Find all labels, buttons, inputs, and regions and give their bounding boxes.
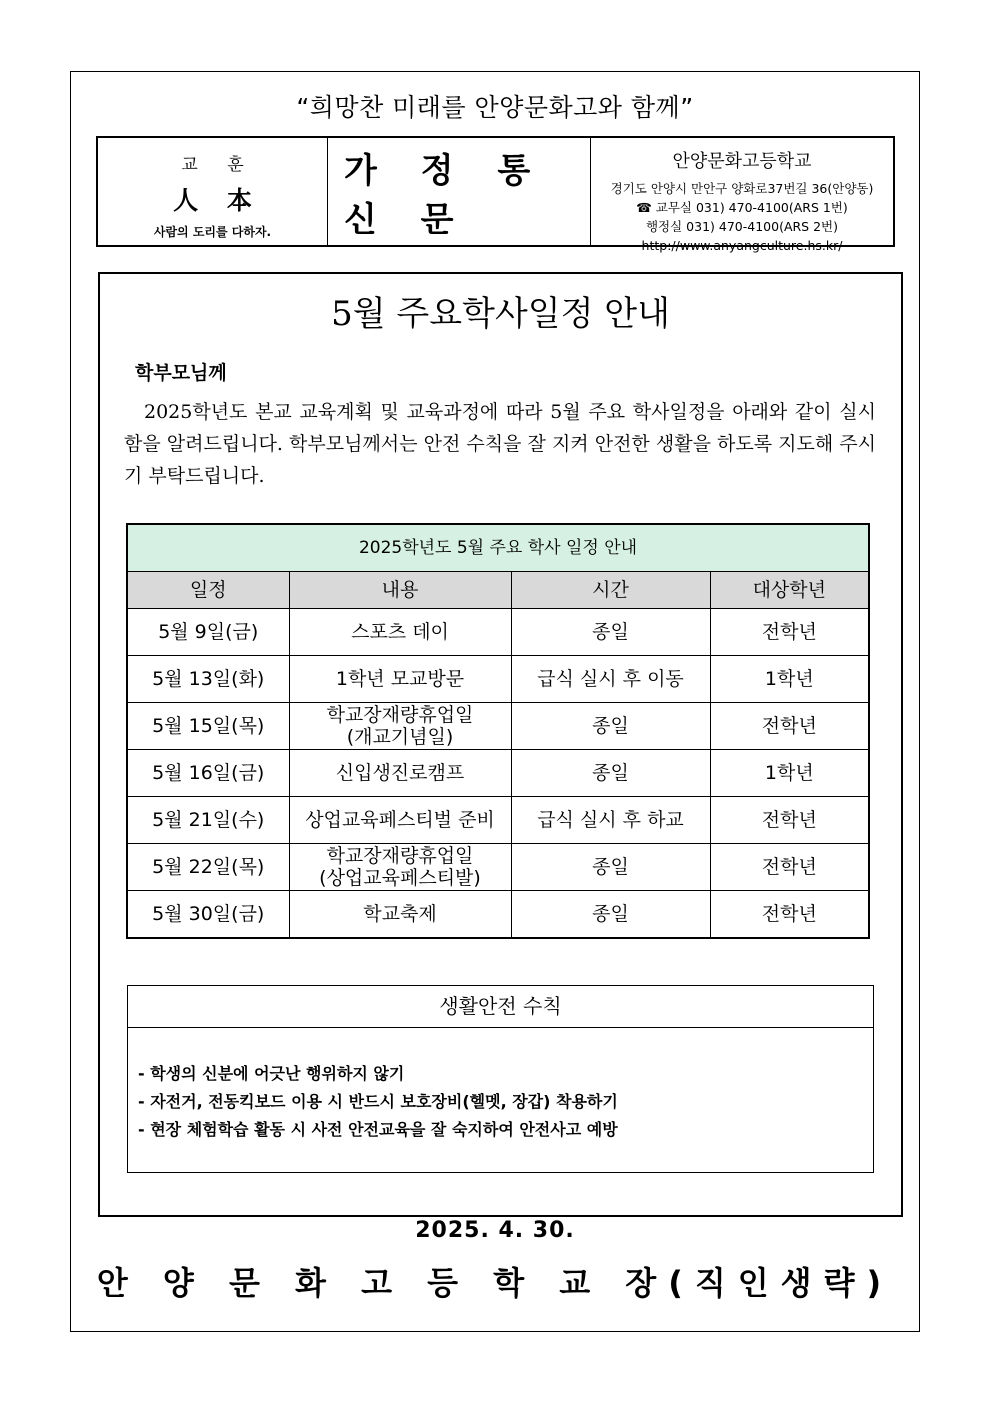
school-phone-admin: 행정실 031) 470-4100(ARS 2번) xyxy=(645,219,838,234)
cell-content: 스포츠 데이 xyxy=(289,609,511,656)
school-website-link[interactable]: http://www.anyangculture.hs.kr/ xyxy=(641,238,843,253)
cell-date: 5월 13일(화) xyxy=(127,656,289,703)
list-item: - 현장 체험학습 활동 시 사전 안전교육을 잘 숙지하여 안전사고 예방 xyxy=(138,1120,618,1139)
table-row xyxy=(127,797,869,844)
letterhead xyxy=(96,136,895,253)
cell-grade: 전학년 xyxy=(710,703,869,750)
cell-grade: 전학년 xyxy=(710,844,869,891)
table-row xyxy=(127,750,869,797)
list-item: - 학생의 신분에 어긋난 행위하지 않기 xyxy=(138,1064,405,1083)
cell-content: 상업교육페스티벌 준비 xyxy=(289,797,511,844)
cell-grade: 전학년 xyxy=(710,797,869,844)
cell-date: 5월 22일(목) xyxy=(127,844,289,891)
school-phone-academic: ☎ 교무실 031) 470-4100(ARS 1번) xyxy=(636,200,848,215)
cell-date: 5월 21일(수) xyxy=(127,797,289,844)
motto-subtitle: 사람의 도리를 다하자. xyxy=(153,225,272,239)
cell-content: 신입생진로캠프 xyxy=(289,750,511,797)
greeting: 학부모님께 xyxy=(135,362,227,384)
cell-time: 급식 실시 후 이동 xyxy=(511,656,710,703)
safety-rules-list xyxy=(138,1060,618,1144)
table-row xyxy=(127,891,869,939)
cell-date: 5월 30일(금) xyxy=(127,891,289,939)
principal-signature: 안 양 문 화 고 등 학 교 장(직인생략) xyxy=(96,1264,894,1302)
cell-time: 종일 xyxy=(511,703,710,750)
cell-grade: 전학년 xyxy=(710,891,869,939)
safety-rules-box xyxy=(127,985,874,1173)
issue-date: 2025. 4. 30. xyxy=(415,1218,575,1243)
school-name: 안양문화고등학교 xyxy=(672,151,812,172)
cell-time: 종일 xyxy=(511,609,710,656)
table-row xyxy=(127,609,869,656)
cell-date: 5월 15일(목) xyxy=(127,703,289,750)
cell-date: 5월 9일(금) xyxy=(127,609,289,656)
cell-grade: 1학년 xyxy=(710,750,869,797)
cell-time: 급식 실시 후 하교 xyxy=(511,797,710,844)
school-address: 경기도 안양시 만안구 양화로37번길 36(안양동) xyxy=(610,181,874,196)
newsletter-title: 가 정 통 신 문 xyxy=(344,150,547,240)
motto-label: 교 훈 xyxy=(181,155,256,175)
cell-time: 종일 xyxy=(511,844,710,891)
slogan: “희망찬 미래를 안양문화고와 함께” xyxy=(296,93,694,122)
cell-grade: 전학년 xyxy=(710,609,869,656)
cell-time: 종일 xyxy=(511,891,710,939)
schedule-caption: 2025학년도 5월 주요 학사 일정 안내 xyxy=(127,524,869,572)
table-row xyxy=(127,703,869,750)
page-title: 5월 주요학사일정 안내 xyxy=(331,294,670,334)
header-time: 시간 xyxy=(511,572,710,609)
newsletter-title-cell xyxy=(328,138,591,245)
header-content: 내용 xyxy=(289,572,511,609)
motto-text: 人 本 xyxy=(173,186,262,215)
cell-date: 5월 16일(금) xyxy=(127,750,289,797)
safety-rules-title: 생활안전 수칙 xyxy=(128,986,873,1028)
schedule-table xyxy=(126,523,870,939)
header-date: 일정 xyxy=(127,572,289,609)
header-grade: 대상학년 xyxy=(710,572,869,609)
motto-cell xyxy=(98,138,328,245)
cell-grade: 1학년 xyxy=(710,656,869,703)
body-paragraph: 2025학년도 본교 교육계획 및 교육과정에 따라 5월 주요 학사일정을 아래와 같이 실시함을 알려드립니다. 학부모님께서는 안전 수칙을 잘 지켜 안전한 생활을 하도록 지도해 주시기 부탁드립니다. xyxy=(124,401,876,487)
cell-content: 학교장재량휴업일 (상업교육페스티발) xyxy=(289,844,511,891)
cell-time: 종일 xyxy=(511,750,710,797)
school-info-cell xyxy=(591,138,893,253)
list-item: - 자전거, 전동킥보드 이용 시 반드시 보호장비(헬멧, 장갑) 착용하기 xyxy=(138,1092,618,1111)
cell-content: 학교장재량휴업일 (개교기념일) xyxy=(289,703,511,750)
table-row xyxy=(127,656,869,703)
schedule-header-row xyxy=(127,572,869,609)
table-row xyxy=(127,844,869,891)
cell-content: 1학년 모교방문 xyxy=(289,656,511,703)
cell-content: 학교축제 xyxy=(289,891,511,939)
